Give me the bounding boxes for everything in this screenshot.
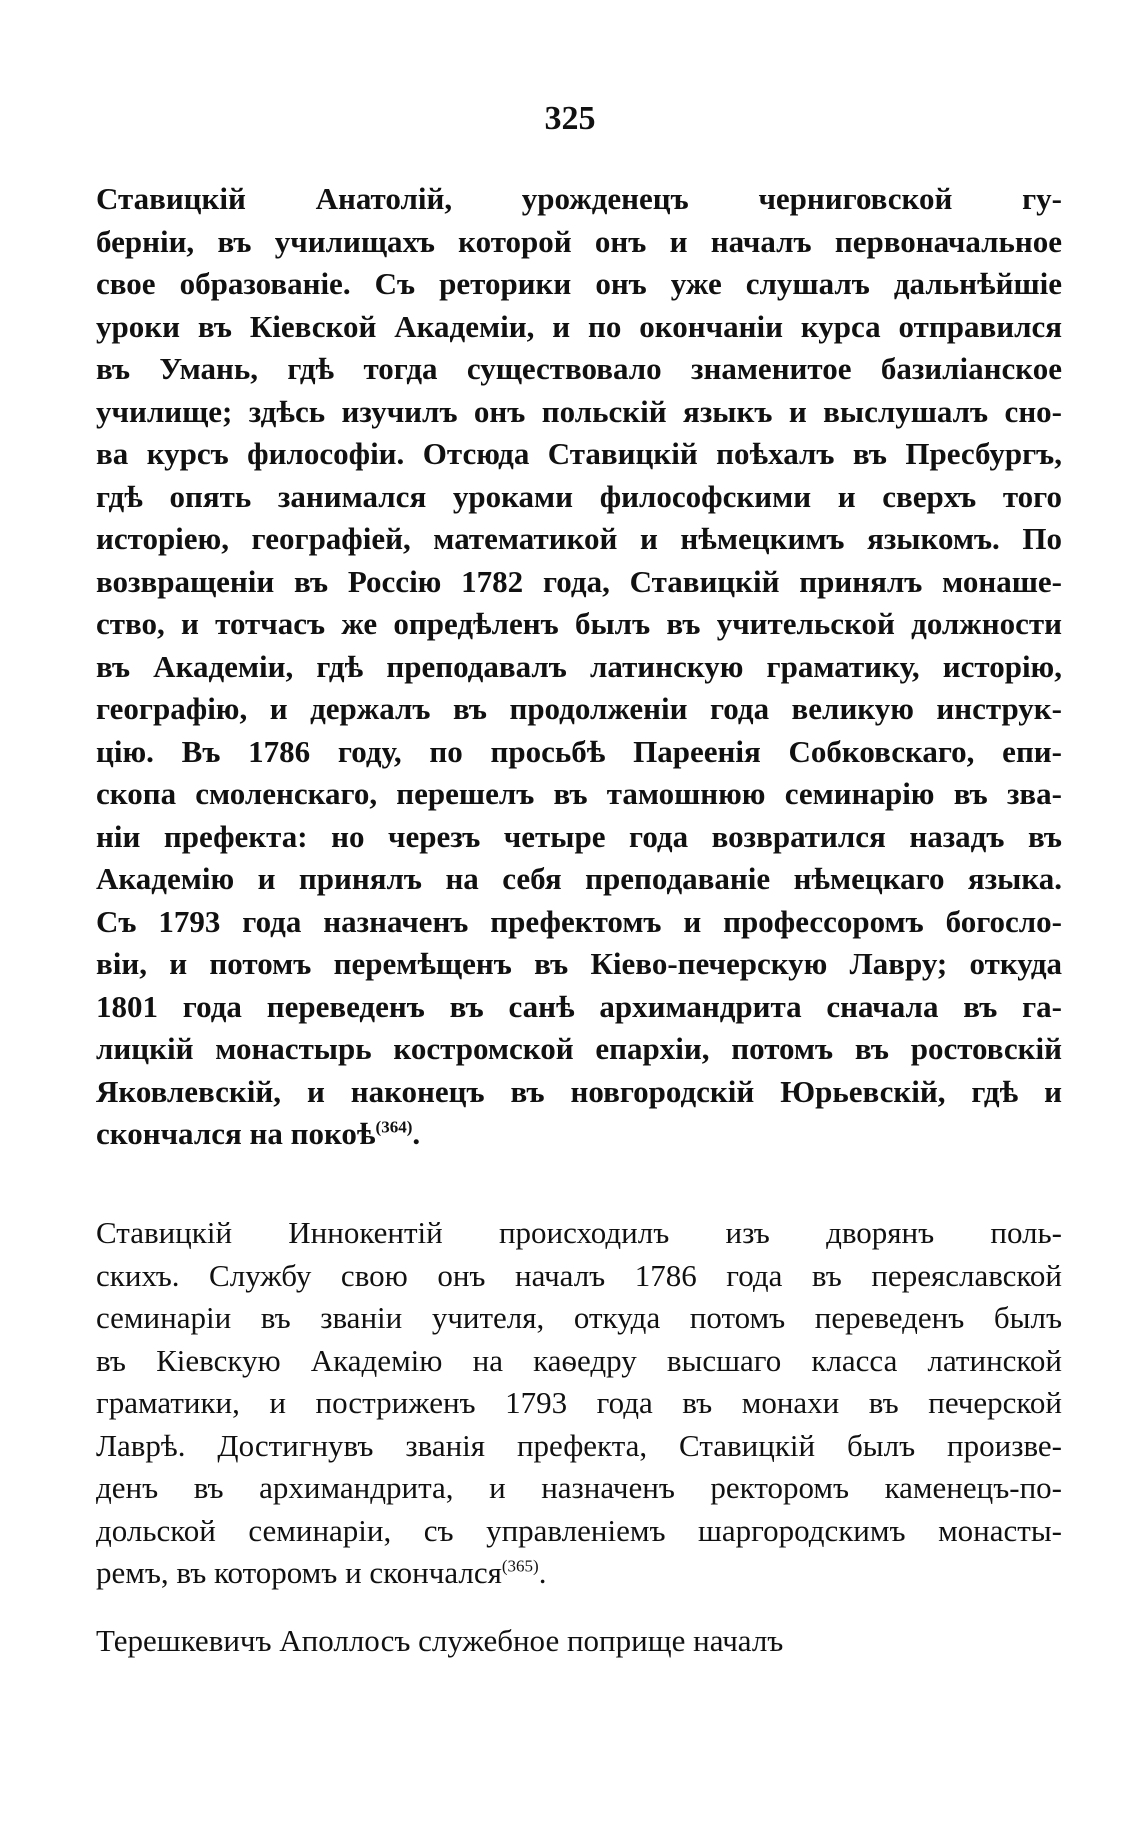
text-line: Лаврѣ. Достигнувъ званія префекта, Ставицкій былъ произве-: [96, 1427, 1062, 1463]
text-line: семинаріи въ званіи учителя, откуда потомъ переведенъ былъ: [96, 1300, 1062, 1335]
text-line: въ Умань, гдѣ тогда существовало знаменитое базиліанское: [96, 351, 1062, 386]
text-line: Ставицкій Анатолій, урожденецъ черниговской гу-: [96, 181, 1062, 216]
text-line: гдѣ опять занимался уроками философскими и сверхъ того: [96, 478, 1062, 514]
text-line: скихъ. Службу свою онъ началъ 1786 года въ переяславской: [96, 1257, 1062, 1293]
sentence-end: .: [412, 1116, 421, 1151]
text-line: денъ въ архимандрита, и назначенъ ректоромъ каменецъ-по-: [96, 1470, 1062, 1505]
text-line: дольской семинаріи, съ управленіемъ шаргородскимъ монасты-: [96, 1512, 1062, 1548]
text-line: ва курсъ философіи. Отсюда Ставицкій поѣхалъ въ Пресбургъ,: [96, 436, 1062, 471]
footnote-marker: (364): [375, 1117, 413, 1137]
text-line: возвращеніи въ Россію 1782 года, Ставицкій принялъ монаше-: [96, 563, 1062, 599]
text-line: Съ 1793 года назначенъ префектомъ и профессоромъ богосло-: [96, 903, 1062, 939]
text-line: ніи префекта: но черезъ четыре года возвратился назадъ въ: [96, 818, 1062, 854]
text-line: граматики, и постриженъ 1793 года въ монахи въ печерской: [96, 1385, 1062, 1420]
sentence-end: .: [538, 1555, 547, 1590]
paragraph-tereshkevich-apollos: [96, 1620, 1062, 1663]
text-line: Яковлевскій, и наконецъ въ новгородскій Юрьевскій, гдѣ и: [96, 1073, 1062, 1109]
paragraph-stavitsky-innokenty: [96, 1212, 1062, 1595]
text-line: ство, и тотчасъ же опредѣленъ былъ въ учительской должности: [96, 606, 1062, 641]
text-line: 1801 года переведенъ въ санѣ архимандрита сначала въ га-: [96, 988, 1062, 1024]
text-line: скопа смоленскаго, перешелъ въ тамошнюю семинарію въ зва-: [96, 776, 1062, 811]
text-line: лицкій монастырь костромской епархіи, потомъ въ ростовскій: [96, 1031, 1062, 1066]
text-line: въ Кіевскую Академію на каѳедру высшаго класса латинской: [96, 1342, 1062, 1378]
text-line: ремъ, въ которомъ и скончался$^{(365)}$.: [96, 1555, 547, 1590]
paragraph-stavitsky-anatoly: [96, 178, 1062, 1156]
text-line: исторіею, географіей, математикой и нѣмецкимъ языкомъ. По: [96, 521, 1062, 556]
text-line: уроки въ Кіевской Академіи, и по окончаніи курса отправился: [96, 308, 1062, 344]
text-line: віи, и потомъ перемѣщенъ въ Кіево-печерскую Лавру; откуда: [96, 946, 1062, 981]
text-line: Ставицкій Иннокентій происходилъ изъ дворянъ поль-: [96, 1215, 1062, 1250]
text-line: свое образованіе. Съ реторики онъ уже слушалъ дальнѣйшіе: [96, 266, 1062, 301]
footnote-marker: (365): [501, 1556, 539, 1576]
text-line: географію, и держалъ въ продолженіи года великую инструк-: [96, 691, 1062, 726]
text-line: Академію и принялъ на себя преподаваніе нѣмецкаго языка.: [96, 861, 1062, 896]
text-line: училище; здѣсь изучилъ онъ польскій языкъ и выслушалъ сно-: [96, 393, 1062, 429]
page-number: 325: [544, 100, 596, 137]
text-line: въ Академіи, гдѣ преподавалъ латинскую граматику, исторію,: [96, 648, 1062, 684]
text-line: цію. Въ 1786 году, по просьбѣ Пареенія Собковскаго, епи-: [96, 733, 1062, 769]
text-line: Терешкевичъ Аполлосъ служебное поприще началъ: [96, 1623, 784, 1658]
text-line: скончался на покоѣ$^{(364)}$.: [96, 1116, 421, 1151]
text-line: берніи, въ училищахъ которой онъ и началъ первоначальное: [96, 223, 1062, 259]
